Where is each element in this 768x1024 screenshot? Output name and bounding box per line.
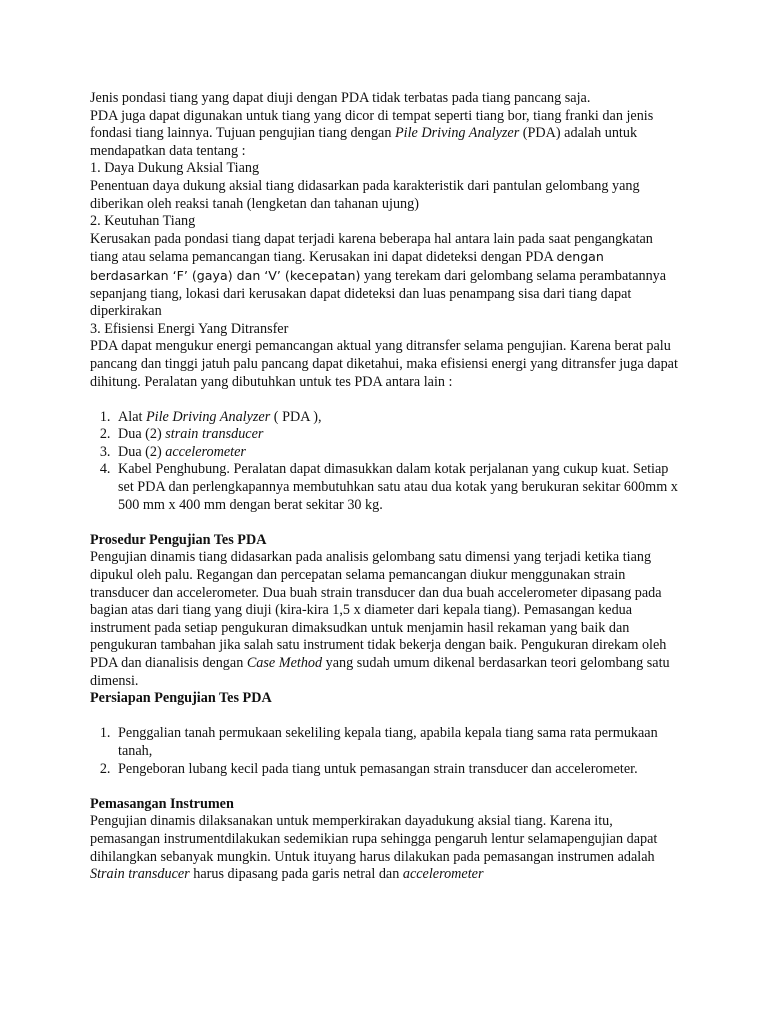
spacer: [90, 391, 680, 409]
pemasangan-body: [90, 813, 680, 883]
item-3-body: PDA dapat mengukur energi pemancangan aktual yang ditransfer selama pengujian. Karena berat palu pancang dan tinggi jatuh palu pancang dapat diketahui, maka efisiensi energi yang ditransfer juga dapat dihitung. Peralatan yang dibutuhkan untuk tes PDA antara lain :: [90, 338, 678, 390]
spacer: [90, 708, 680, 726]
persiapan-list: [90, 725, 680, 778]
intro-text-b: (PDA) adalah untuk mendapatkan data tentang :: [90, 125, 638, 159]
section-heading-prosedur: Prosedur Pengujian Tes PDA: [90, 531, 267, 548]
section-heading-persiapan: Persiapan Pengujian Tes PDA: [90, 690, 272, 707]
pemasangan-italic-1: Strain transducer: [90, 866, 190, 883]
list-item-text: Alat: [118, 408, 146, 425]
item-2-title: 2. Keutuhan Tiang: [90, 213, 196, 230]
section-heading-pemasangan: Pemasangan Instrumen: [90, 795, 234, 812]
list-item: [114, 409, 680, 427]
item-2-body-sans: dengan berdasarkan ‘F’ (gaya) dan ‘V’ (kecepatan): [90, 249, 604, 283]
intro-text-a: PDA juga dapat digunakan untuk tiang yang dicor di tempat seperti tiang bor, tiang franki dan jenis fondasi tiang lainnya. Tujuan pengujian tiang dengan: [90, 107, 654, 142]
spacer: [90, 778, 680, 796]
pemasangan-italic-2: accelerometer: [402, 866, 484, 883]
list-item-text: Kabel Penghubung. Peralatan dapat dimasukkan dalam kotak perjalanan yang cukup kuat. Setiap set PDA dan perlengkapannya membutuhkan satu atau dua kotak yang berukuran sekitar 600mm x 500 mm x 400 mm dengan berat sekitar 30 kg.: [118, 461, 678, 513]
list-item-text: Dua (2): [118, 443, 166, 460]
intro-italic-pda: Pile Driving Analyzer: [394, 125, 520, 142]
list-item-italic: strain transducer: [165, 426, 264, 443]
document-page: [90, 90, 680, 884]
intro-paragraph-1: Jenis pondasi tiang yang dapat diuji dengan PDA tidak terbatas pada tiang pancang saja.: [90, 90, 591, 106]
list-item: [114, 444, 680, 462]
pemasangan-text-mid: harus dipasang pada garis netral dan: [189, 866, 403, 883]
list-item: 1. Penggalian tanah permukaan sekeliling kepala tiang, apabila kepala tiang sama rata permukaan tanah,: [114, 725, 680, 760]
list-item: [114, 461, 680, 514]
item-2-body-a: Kerusakan pada pondasi tiang dapat terjadi karena beberapa hal antara lain pada saat pengangkatan tiang atau selama pemancangan tiang. Kerusakan ini dapat dideteksi dengan PDA: [90, 230, 653, 266]
prosedur-italic: Case Method: [246, 655, 323, 671]
list-item: 2. Pengeboran lubang kecil pada tiang untuk pemasangan strain transducer dan accelerometer.: [114, 761, 680, 779]
list-item-italic: Pile Driving Analyzer: [145, 408, 271, 425]
item-1-body: Penentuan daya dukung aksial tiang didasarkan pada karakteristik dari pantulan gelombang yang diberikan oleh reaksi tanah (lengketan dan tahanan ujung): [90, 177, 640, 212]
item-1-title: 1. Daya Dukung Aksial Tiang: [90, 160, 260, 177]
prosedur-text-b: yang sudah umum dikenal berdasarkan teori gelombang satu dimensi.: [90, 655, 670, 689]
intro-paragraph-2: [90, 108, 680, 161]
list-item: [114, 426, 680, 444]
list-item-italic: accelerometer: [165, 443, 246, 460]
item-2-body: [90, 231, 680, 321]
equipment-list: [90, 409, 680, 515]
list-item-text: Dua (2): [118, 426, 166, 443]
pemasangan-text-a: Pengujian dinamis dilaksanakan untuk memperkirakan dayadukung aksial tiang. Karena itu, pemasangan instrumentdilakukan sedemikian rupa sehingga pengaruh lentur selamapengujian dapat dihilangkan sebanyak mungkin. Untuk ituyang harus dilakukan pada pemasangan instrumen adalah: [90, 813, 658, 865]
list-item-text: ( PDA ),: [270, 408, 322, 425]
item-2-body-b: yang terekam dari gelombang selama perambatannya sepanjang tiang, lokasi dari kerusakan dapat dideteksi dan luas penampang sisa dari tiang dapat diperkirakan: [90, 267, 667, 320]
spacer: [90, 514, 680, 532]
item-3-title: 3. Efisiensi Energi Yang Ditransfer: [90, 320, 289, 337]
prosedur-text-a: Pengujian dinamis tiang didasarkan pada analisis gelombang satu dimensi yang terjadi ketika tiang dipukul oleh palu. Regangan dan percepatan selama pemancangan diukur menggunakan strain transducer dan accelerometer. Dua buah strain transducer dan dua buah accelerometer dipasang pada bagian atas dari tiang yang diuji (kira-kira 1,5 x diameter dari kepala tiang). Pemasangan kedua instrument pada setiap pengukuran dimaksudkan untuk menjamin hasil rekaman yang baik dan pengukuran tambahan jika salah satu instrument tidak bekerja dengan baik. Pengukuran direkam oleh PDA dan dianalisis dengan: [90, 549, 667, 671]
prosedur-body: [90, 549, 680, 690]
